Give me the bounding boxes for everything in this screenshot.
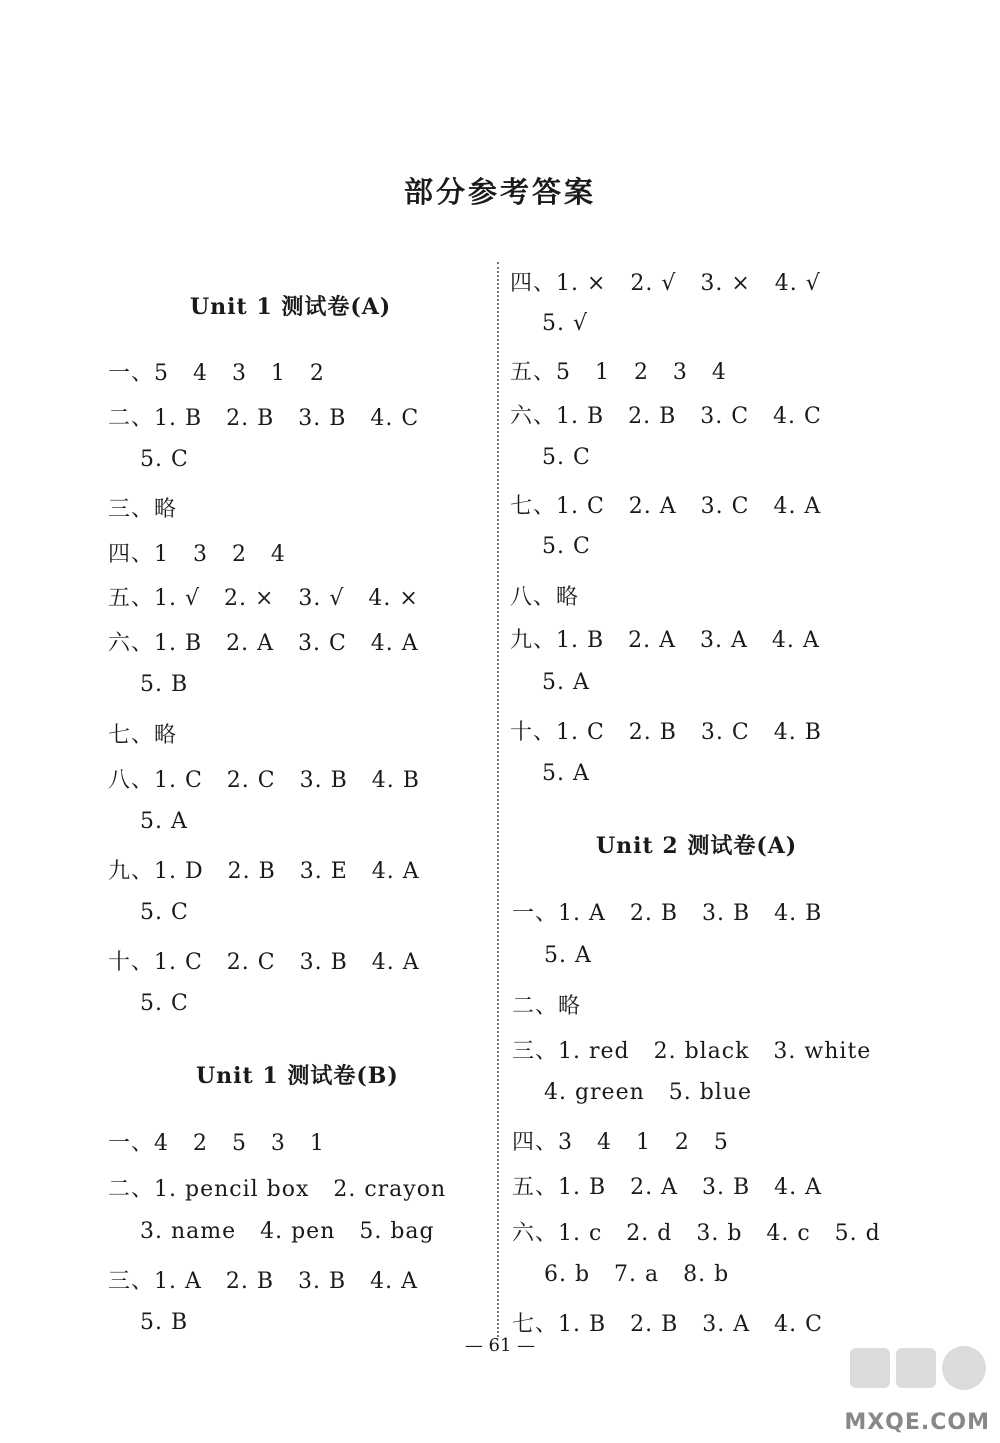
answer-line: 5. B bbox=[108, 1310, 189, 1335]
answer-line: 六、1. c 2. d 3. b 4. c 5. d bbox=[512, 1221, 881, 1246]
answer-line: 八、略 bbox=[510, 585, 580, 610]
answer-line: 5. A bbox=[108, 809, 188, 834]
answer-line: 八、1. C 2. C 3. B 4. B bbox=[108, 768, 420, 793]
answer-line: 五、1. B 2. A 3. B 4. A bbox=[512, 1175, 822, 1200]
answer-line: 二、1. B 2. B 3. B 4. C bbox=[108, 406, 420, 431]
answer-line: 5. B bbox=[108, 672, 189, 697]
answer-line: 四、3 4 1 2 5 bbox=[512, 1130, 729, 1155]
answer-line: 六、1. B 2. A 3. C 4. A bbox=[108, 631, 419, 656]
section-heading-unit1b: Unit 1 测试卷(B) bbox=[196, 1063, 399, 1089]
answer-line: 5. C bbox=[108, 900, 189, 925]
answer-line: 一、1. A 2. B 3. B 4. B bbox=[512, 901, 823, 926]
answer-line: 三、1. red 2. black 3. white bbox=[512, 1039, 872, 1064]
answer-line: 九、1. D 2. B 3. E 4. A bbox=[108, 859, 420, 884]
answer-line: 十、1. C 2. C 3. B 4. A bbox=[108, 950, 420, 975]
answer-line: 5. C bbox=[108, 991, 189, 1016]
answer-line: 一、5 4 3 1 2 bbox=[108, 361, 325, 386]
column-divider bbox=[497, 262, 499, 1337]
section-heading-unit2a: Unit 2 测试卷(A) bbox=[596, 833, 798, 859]
answer-line: 三、略 bbox=[108, 497, 178, 522]
section-heading-unit1a: Unit 1 测试卷(A) bbox=[190, 294, 392, 320]
answer-line: 5. √ bbox=[510, 311, 588, 336]
answer-line: 二、1. pencil box 2. crayon bbox=[108, 1177, 447, 1202]
answer-line: 九、1. B 2. A 3. A 4. A bbox=[510, 628, 820, 653]
page-number: — 61 — bbox=[464, 1335, 536, 1356]
answer-line: 一、4 2 5 3 1 bbox=[108, 1131, 325, 1156]
answer-line: 六、1. B 2. B 3. C 4. C bbox=[510, 404, 822, 429]
answer-line: 七、1. B 2. B 3. A 4. C bbox=[512, 1312, 823, 1337]
answer-line: 五、5 1 2 3 4 bbox=[510, 360, 727, 385]
answer-line: 三、1. A 2. B 3. B 4. A bbox=[108, 1269, 418, 1294]
answer-line: 5. C bbox=[510, 534, 591, 559]
answer-line: 十、1. C 2. B 3. C 4. B bbox=[510, 720, 822, 745]
answer-line: 二、略 bbox=[512, 994, 582, 1019]
answer-line: 四、1. × 2. √ 3. × 4. √ bbox=[510, 271, 821, 296]
answer-line: 七、1. C 2. A 3. C 4. A bbox=[510, 494, 822, 519]
watermark-text: MXQE.COM bbox=[844, 1410, 990, 1435]
answer-line: 4. green 5. blue bbox=[512, 1080, 753, 1105]
answer-line: 五、1. √ 2. × 3. √ 4. × bbox=[108, 586, 419, 611]
answer-line: 四、1 3 2 4 bbox=[108, 542, 286, 567]
answer-line: 5. C bbox=[108, 447, 189, 472]
answer-line: 5. A bbox=[512, 943, 592, 968]
answer-line: 七、略 bbox=[108, 723, 178, 748]
answer-line: 6. b 7. a 8. b bbox=[512, 1262, 730, 1287]
page-title: 部分参考答案 bbox=[403, 175, 596, 209]
answer-line: 3. name 4. pen 5. bag bbox=[108, 1219, 435, 1244]
answer-line: 5. A bbox=[510, 670, 590, 695]
answer-line: 5. A bbox=[510, 761, 590, 786]
answer-line: 5. C bbox=[510, 445, 591, 470]
